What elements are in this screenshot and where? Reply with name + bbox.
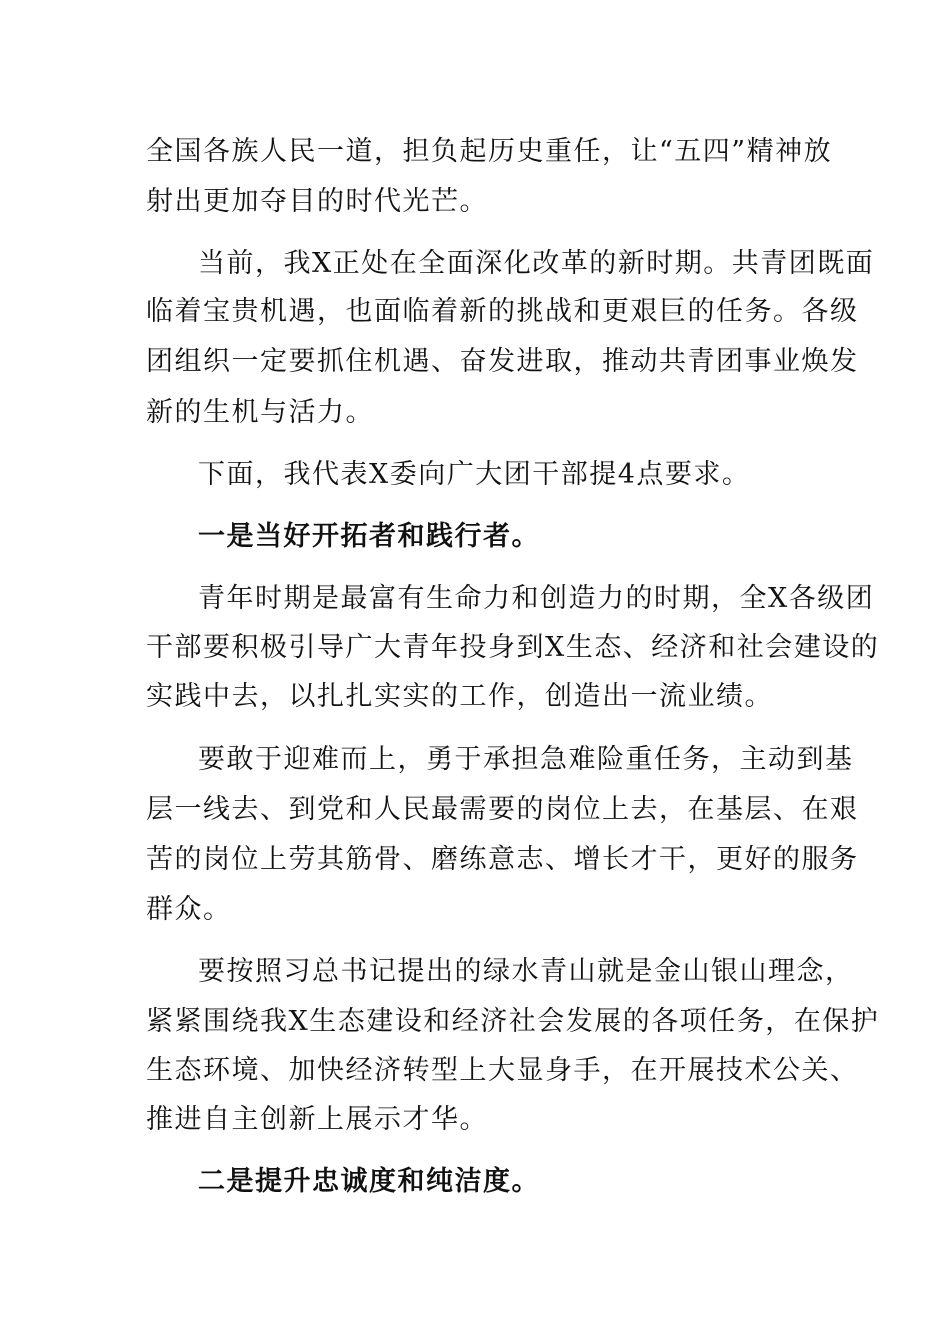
text-line: 苦的岗位上劳其筋骨、磨练意志、增长才干，更好的服务: [146, 844, 859, 875]
text-line: 全国各族人民一道，担负起历史重任，让“五四”精神放: [146, 136, 833, 167]
section-heading: 二是提升忠诚度和纯洁度。: [198, 1166, 540, 1197]
text-line: 生态环境、加快经济转型上大显身手，在开展技术公关、: [146, 1055, 859, 1086]
text-line: 实践中去，以扎扎实实的工作，创造出一流业绩。: [146, 681, 773, 712]
text-line: 射出更加夺目的时代光芒。: [146, 186, 488, 217]
text-line: 新的生机与活力。: [146, 397, 374, 428]
text-line: 青年时期是最富有生命力和创造力的时期，全X各级团: [198, 583, 875, 614]
text-line: 紧紧围绕我X生态建设和经济社会发展的各项任务，在保护: [146, 1006, 880, 1037]
text-line: 干部要积极引导广大青年投身到X生态、经济和社会建设的: [146, 632, 880, 663]
text-line: 临着宝贵机遇，也面临着新的挑战和更艰巨的任务。各级: [146, 296, 859, 327]
text-line: 层一线去、到党和人民最需要的岗位上去，在基层、在艰: [146, 794, 859, 825]
text-line: 推进自主创新上展示才华。: [146, 1104, 488, 1135]
text-line: 要按照习总书记提出的绿水青山就是金山银山理念，: [198, 956, 854, 987]
text-line: 当前，我X正处在全面深化改革的新时期。共青团既面: [198, 248, 875, 279]
text-line: 下面，我代表X委向广大团干部提4点要求。: [198, 459, 751, 490]
text-line: 要敢于迎难而上，勇于承担急难险重任务，主动到基: [198, 744, 854, 775]
text-line: 群众。: [146, 894, 232, 925]
text-line: 团组织一定要抓住机遇、奋发进取，推动共青团事业焕发: [146, 346, 859, 377]
section-heading: 一是当好开拓者和践行者。: [198, 521, 540, 552]
